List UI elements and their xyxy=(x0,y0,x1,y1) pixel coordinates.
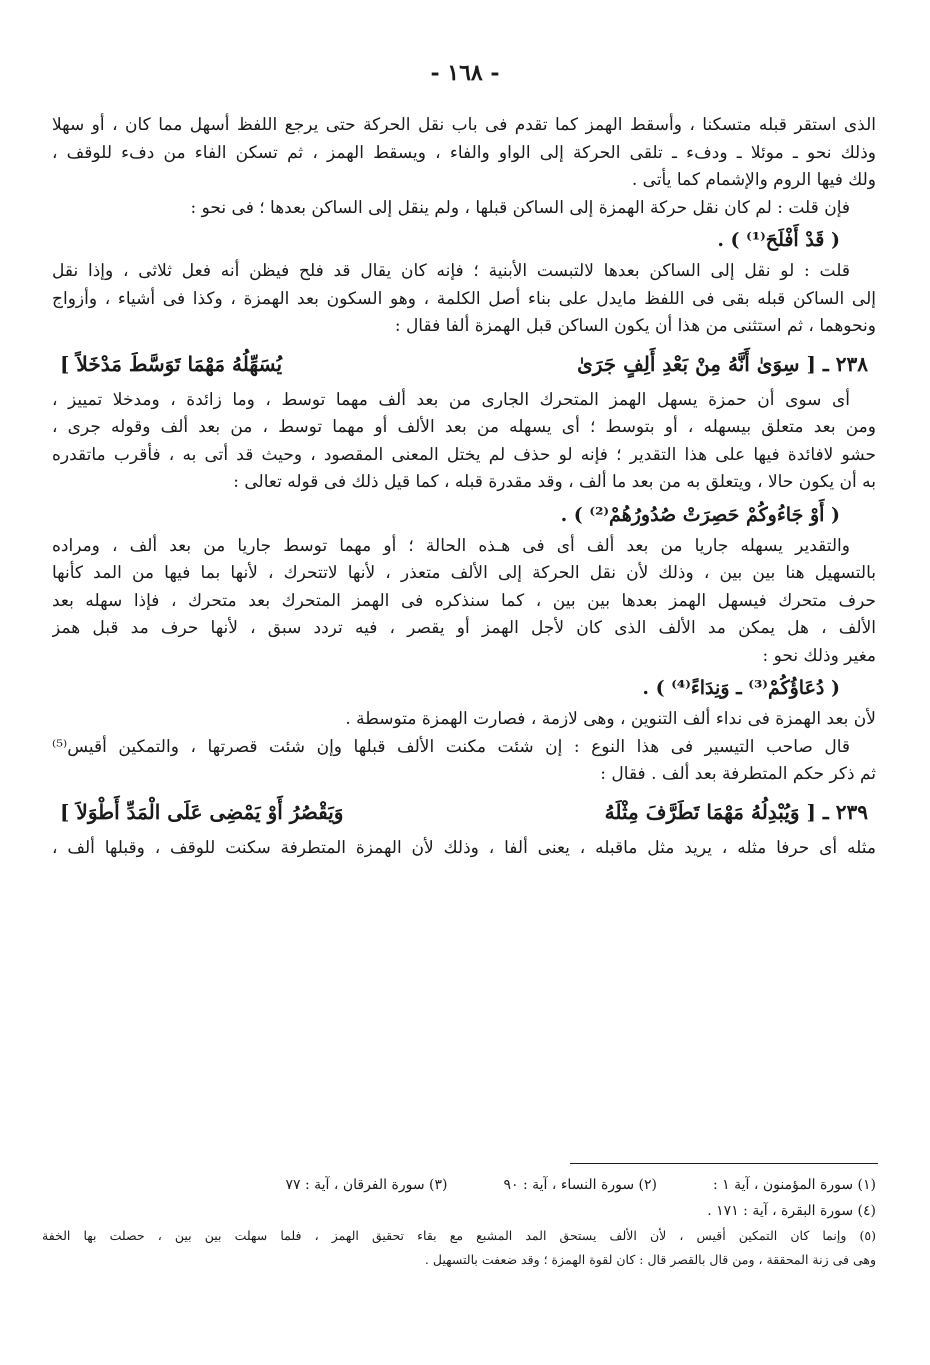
footnote-row xyxy=(52,1172,876,1198)
text-line: بالتسهيل هنا بين بين ، وذلك لأن نقل الحركة إلى الألف متعذر ، لأنها لاتتحرك ، لأنها بما فيها من المد كأنها xyxy=(52,563,876,583)
footnotes xyxy=(42,1172,876,1272)
quran-quote: ( أَوْ جَاءُوكُمْ حَصِرَتْ صُدُورُهُمْ⁽²⁾ ) . xyxy=(560,503,840,526)
footnote-3: (٣) سورة الفرقان ، آية : ٧٧ xyxy=(285,1177,448,1193)
verse-first-hemistich xyxy=(597,789,876,835)
text-line: إلى الساكن قبله بقى فى اللفظ مايدل على بناء أصل الكلمة ، وهو السكون بعد الهمزة ، وكذا فى أشياء ، وأزواج xyxy=(52,288,876,309)
text-line: حرف متحرك فيسهل الهمز بعدها بين بين ، كما سنذكره فى الهمز المتحرك بعد متحرك ، فإذا سهله بعد xyxy=(52,590,876,611)
verse-number: ٢٣٩ xyxy=(835,799,868,824)
text-line: الذى استقر قبله متسكنا ، وأسقط الهمز كما تقدم فى باب نقل الحركة حتى يرجع اللفظ أسهل مما كان ، أو سهلا xyxy=(52,115,876,135)
question-line: فإن قلت : لم كان نقل حركة الهمزة إلى الساكن قبلها ، ولم ينقل إلى الساكن بعدها ؛ فى نحو : xyxy=(190,197,850,218)
text-line: أى سوى أن حمزة يسهل الهمز المتحرك الجارى من بعد ألف مهما توسط ، وما زائدة ، ومدخلا تمييز ، xyxy=(52,389,850,410)
verse-second-hemistich: يُسَهِّلُهُ مَهْمَا تَوَسَّطَ مَدْخَلاً ] xyxy=(60,351,283,376)
quran-quote: ( دُعَاؤُكُمْ⁽³⁾ ـ وَنِدَاءً⁽⁴⁾ ) . xyxy=(642,677,840,699)
text-line: الألف ، هل يمكن مد الألف الذى كان لأجل الهمز أو يقصر ، فيه تردد سبق ، لأنها حرف مد قبل همز xyxy=(52,618,876,638)
text-line: مغير وذلك نحو : xyxy=(762,645,876,666)
text-line: والتقدير يسهله جاريا من بعد ألف أى فى هـذه الحالة ؛ أو مهما توسط جاريا من بعد ألف ، ومراده xyxy=(52,535,850,556)
quran-quote: ( قَدْ أَفْلَحَ⁽¹⁾ ) . xyxy=(717,229,840,251)
verse-first-text: ـ [ وَيُبْدِلُهُ مَهْمَا تَطَرَّفَ مِثْلَهُ xyxy=(604,799,829,824)
footnote-1: (١) سورة المؤمنون ، آية ١ : xyxy=(712,1177,876,1193)
verse-number: ٢٣٨ xyxy=(835,351,868,376)
footnote-5-line-1: (٥) وإنما كان التمكين أقيس ، لأن الألف يستحق المد المشبع مع بقاء تحقيق الهمز ، فلما سهلت بين بين ، حصلت بها الخفة xyxy=(42,1228,876,1243)
verse-238 xyxy=(52,341,876,387)
page-number: - ١٦٨ - xyxy=(430,60,500,86)
main-text xyxy=(52,112,876,862)
text-line: قال صاحب التيسير فى هذا النوع : إن شئت مكنت الألف قبلها وإن شئت قصرتها ، والتمكين أقيس⁽⁵⁾ xyxy=(52,736,850,757)
text-line: ومن بعد متعلق بيسهله ، أو بتوسط ؛ أى يسهله من بعد الألف أو مهما توسط ، من بعد ألف وقوله جرى ، xyxy=(52,417,876,437)
verse-first-hemistich xyxy=(569,341,876,387)
text-line: حشو لافائدة فيها على هذا التقدير ؛ فإنه لو حذف لم يختل المعنى المقصود ، وحيث قد أتى به ، فأقرب ماتقدره xyxy=(52,444,876,465)
footnote-row xyxy=(52,1198,876,1224)
text-line: مثله أى حرفا مثله ، يريد مثل ماقبله ، يعنى ألفا ، وذلك لأن الهمزة المتطرفة سكنت للوقف ، وقبلها ألف ، xyxy=(52,837,876,858)
footnote-5-line-2: وهى فى زنة المحققة ، ومن قال بالقصر قال : كان لقوة الهمزة ؛ وقد ضعفت بالتسهيل . xyxy=(424,1252,876,1267)
text-line: قلت : لو نقل إلى الساكن بعدها لالتبست الأبنية ؛ فإنه كان يقال قد فلح فيظن أنه فعل ثلاثى ، وإذا نقل xyxy=(52,261,850,281)
footnote-2: (٢) سورة النساء ، آية : ٩٠ xyxy=(503,1177,657,1193)
verse-239 xyxy=(52,789,876,835)
text-line: لأن بعد الهمزة فى نداء ألف التنوين ، وهى لازمة ، فصارت الهمزة متوسطة . xyxy=(345,709,876,729)
text-line: ثم ذكر حكم المتطرفة بعد ألف . فقال : xyxy=(600,764,876,784)
text-line: ولك فيها الروم والإشمام كما يأتى . xyxy=(631,170,876,190)
text-line: ونحوهما ، ثم استثنى من هذا أن يكون الساكن قبل الهمزة ألفا فقال : xyxy=(394,316,876,336)
footnote-divider xyxy=(570,1163,878,1164)
text-line: به أن يكون حالا ، ويتعلق به من بعد ما ألف ، وقد مقدرة قبله ، كما قيل ذلك فى قوله تعالى : xyxy=(233,472,876,492)
verse-first-text: ـ [ سِوَىٰ أَنَّهُ مِنْ بَعْدِ أَلِفٍ جَرَىٰ xyxy=(577,351,829,376)
text-line: وذلك نحو ـ موئلا ـ ودفء ـ تلقى الحركة إلى الواو والفاء ، ويسقط الهمز ، ثم تسكن الفاء من دفء للوقف ، xyxy=(52,142,876,163)
verse-second-hemistich: وَيَقْصُرُ أَوْ يَمْضِى عَلَى الْمَدِّ أَطْوَلاَ ] xyxy=(60,799,344,824)
footnote-4: (٤) سورة البقرة ، آية : ١٧١ . xyxy=(707,1203,876,1219)
